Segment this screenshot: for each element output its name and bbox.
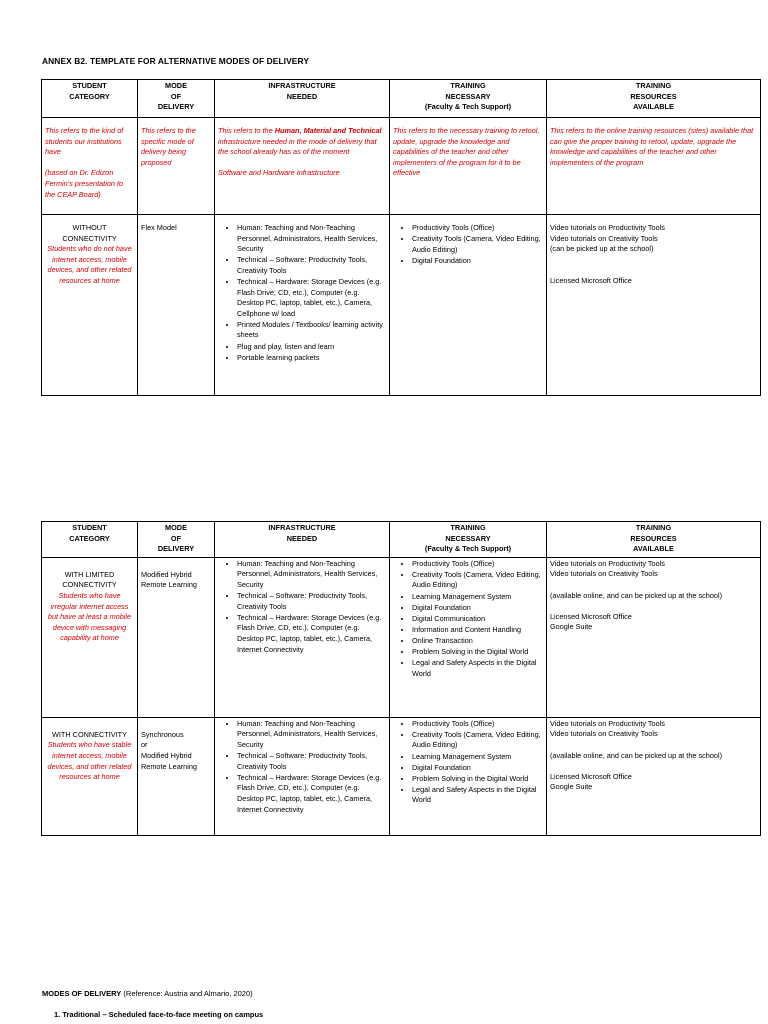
- list-item: • Technical – Hardware: Storage Devices (e.g. Flash Drive, CD, etc.), Computer (e.g. Desktop PC, laptop, tablet, etc.), Camera, Internet Connectivity: [237, 613, 386, 655]
- list-item: • Technical – Software: Productivity Tools, Creativity Tools: [237, 255, 386, 276]
- resource-line: Licensed Microsoft Office: [550, 611, 632, 621]
- training-without-connectivity: [390, 215, 547, 396]
- list-item: • Human: Teaching and Non-Teaching Personnel, Administrators, Health Services, Security: [237, 719, 386, 751]
- mode-line: Remote Learning: [141, 761, 197, 771]
- list-item: • Legal and Safety Aspects in the Digital World: [412, 785, 543, 806]
- list-item: • Technical – Software: Productivity Tools, Creativity Tools: [237, 591, 386, 612]
- category-without-connectivity: WITHOUT CONNECTIVITY Students who do not have internet access, mobile devices, and other related resources at home: [42, 215, 138, 396]
- header-row: [42, 80, 761, 118]
- description-student-category: This refers to the kind of students our institutions have (based on Dr. Edizon Fermin's presentation to the CEAP Board): [42, 118, 138, 215]
- row-with-connectivity: [42, 717, 761, 835]
- mode-line: Modified Hybrid: [141, 750, 192, 760]
- list-item: • Creativity Tools (Camera, Video Editing, Audio Editing): [412, 234, 543, 255]
- list-item: • Plug and play, listen and learn: [237, 342, 386, 353]
- infrastructure-without-connectivity: [215, 215, 390, 396]
- resource-line: Video tutorials on Productivity Tools: [550, 718, 665, 728]
- category-with-connectivity: WITH CONNECTIVITY Students who have stable internet access, mobile devices, and other related resources at home: [42, 717, 138, 835]
- list-item: • Problem Solving in the Digital World: [412, 774, 543, 785]
- list-item: • Technical – Hardware: Storage Devices (e.g. Flash Drive, CD, etc.), Computer (e.g. Desktop PC, laptop, tablet, etc.), Camera, Cellphone w/ load: [237, 277, 386, 319]
- list-item: • Productivity Tools (Office): [412, 223, 543, 234]
- list-item: • Human: Teaching and Non-Teaching Personnel, Administrators, Health Services, Security: [237, 559, 386, 591]
- list-item: • Information and Content Handling: [412, 625, 543, 636]
- header-infrastructure: INFRASTRUCTURE NEEDED: [215, 522, 390, 558]
- resources-limited-connectivity: [547, 557, 761, 717]
- resource-line: Video tutorials on Creativity Tools: [550, 729, 658, 739]
- list-item: • Online Transaction: [412, 636, 543, 647]
- row-limited-connectivity: [42, 557, 761, 717]
- list-item: • Legal and Safety Aspects in the Digital World: [412, 658, 543, 679]
- list-item: • Printed Modules / Textbooks/ learning activity sheets: [237, 320, 386, 341]
- list-item: • Learning Management System: [412, 752, 543, 763]
- mode-line: Synchronous: [141, 729, 184, 739]
- resource-line: Licensed Microsoft Office: [550, 771, 632, 781]
- resource-line: Video tutorials on Productivity Tools: [550, 558, 665, 568]
- annex-title: ANNEX B2. TEMPLATE FOR ALTERNATIVE MODES OF DELIVERY: [42, 56, 310, 66]
- description-training-necessary: This refers to the necessary training to retool, update, upgrade the knowledge and capabilities of the teacher and other implementers of the program for it to be effective: [390, 118, 547, 215]
- mode-with-connectivity: [138, 717, 215, 835]
- resource-line: Video tutorials on Productivity Tools: [550, 223, 665, 232]
- resource-line: Google Suite: [550, 622, 593, 632]
- description-row: [42, 118, 761, 215]
- resources-with-connectivity: [547, 717, 761, 835]
- header-mode-of-delivery: MODE OF DELIVERY: [138, 80, 215, 118]
- footer-reference: (Reference: Austria and Almario, 2020): [121, 989, 253, 998]
- mode-line: or: [141, 740, 148, 750]
- header-infrastructure: INFRASTRUCTURE NEEDED: [215, 80, 390, 118]
- header-student-category: STUDENT CATEGORY: [42, 522, 138, 558]
- header-training-resources: TRAINING RESOURCES AVAILABLE: [547, 522, 761, 558]
- list-item: • Creativity Tools (Camera, Video Editing, Audio Editing): [412, 570, 543, 591]
- header-mode-of-delivery: MODE OF DELIVERY: [138, 522, 215, 558]
- mode-without-connectivity: Flex Model: [138, 215, 215, 396]
- header-training-necessary: TRAINING NECESSARY (Faculty & Tech Support): [390, 522, 547, 558]
- resource-line: (can be picked up at the school): [550, 244, 654, 254]
- description-training-resources: This refers to the online training resources (sites) available that can give the proper training to retool, update, upgrade the knowledge and capabilities of the teacher and other implementers of the program: [547, 118, 761, 215]
- infrastructure-limited-connectivity: [215, 557, 390, 717]
- list-item: • Creativity Tools (Camera, Video Editing, Audio Editing): [412, 730, 543, 751]
- list-item: • Technical – Software: Productivity Tools, Creativity Tools: [237, 751, 386, 772]
- header-row: [42, 522, 761, 558]
- footer-heading: MODES OF DELIVERY: [42, 989, 122, 998]
- resource-line: Video tutorials on Creativity Tools: [550, 569, 658, 579]
- list-item: • Digital Foundation: [412, 256, 543, 267]
- list-item: • Productivity Tools (Office): [412, 719, 543, 730]
- category-limited-connectivity: WITH LIMITED CONNECTIVITY Students who have irregular internet access but have at least a mobile device with messaging capability at home: [42, 557, 138, 717]
- resource-line: (available online, and can be picked up at the school): [550, 590, 722, 600]
- mode-limited-connectivity: [138, 557, 215, 717]
- list-item: • Digital Foundation: [412, 603, 543, 614]
- resource-line: Google Suite: [550, 782, 593, 792]
- list-item: • Digital Foundation: [412, 763, 543, 774]
- list-item: • Problem Solving in the Digital World: [412, 647, 543, 658]
- header-student-category: STUDENT CATEGORY: [42, 80, 138, 118]
- mode-line: Modified Hybrid: [141, 569, 192, 579]
- training-with-connectivity: [390, 717, 547, 835]
- resources-without-connectivity: [547, 215, 761, 396]
- list-item: • Technical – Hardware: Storage Devices (e.g. Flash Drive, CD, etc.), Computer (e.g. Desktop PC, laptop, tablet, etc.), Camera, Internet Connectivity: [237, 773, 386, 815]
- training-limited-connectivity: [390, 557, 547, 717]
- row-without-connectivity: [42, 215, 761, 396]
- delivery-table-2: [41, 521, 761, 836]
- list-item: • Human: Teaching and Non-Teaching Personnel, Administrators, Health Services, Security: [237, 223, 386, 255]
- resource-line: Video tutorials on Creativity Tools: [550, 233, 658, 243]
- resource-line: Licensed Microsoft Office: [550, 275, 632, 285]
- infrastructure-with-connectivity: [215, 717, 390, 835]
- header-training-necessary: TRAINING NECESSARY (Faculty & Tech Support): [390, 80, 547, 118]
- list-item: • Digital Communication: [412, 614, 543, 625]
- list-item: • Portable learning packets: [237, 353, 386, 364]
- list-item: • Learning Management System: [412, 592, 543, 603]
- resource-line: (available online, and can be picked up at the school): [550, 750, 722, 760]
- list-item: • Productivity Tools (Office): [412, 559, 543, 570]
- modes-list-item-1: 1. Traditional – Scheduled face-to-face meeting on campus: [54, 1010, 264, 1019]
- mode-line: Remote Learning: [141, 580, 197, 590]
- description-mode-of-delivery: This refers to the specific mode of delivery being proposed: [138, 118, 215, 215]
- delivery-table-1: [41, 79, 761, 396]
- description-infrastructure: This refers to the Human, Material and Technical infrastructure needed in the mode of delivery that the school already has as of the moment Software and Hardware Infrastructure: [215, 118, 390, 215]
- header-training-resources: TRAINING RESOURCES AVAILABLE: [547, 80, 761, 118]
- modes-of-delivery-heading: [42, 989, 253, 998]
